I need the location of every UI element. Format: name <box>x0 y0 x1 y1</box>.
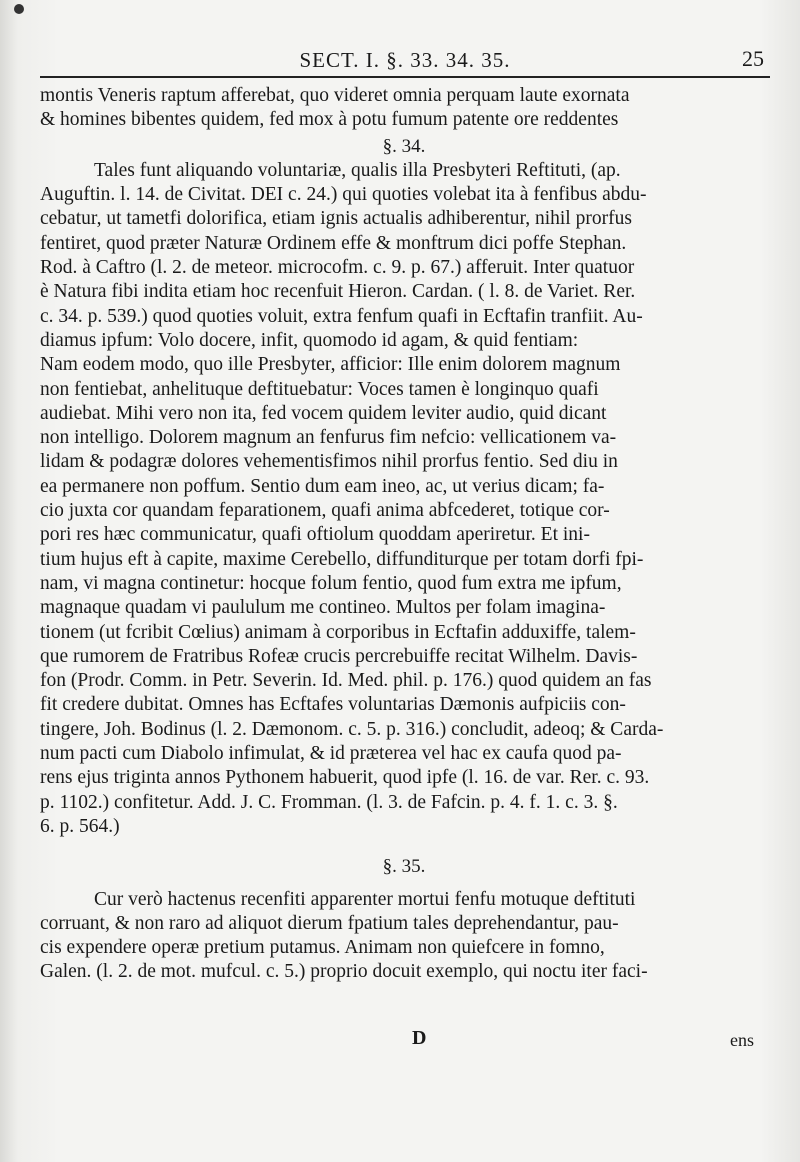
text-line: non fentiebat, anhelituque deftituebatur: Voces tamen è longinquo quafi <box>40 378 599 400</box>
text-line: Cur verò hactenus recenfiti apparenter mortui fenfu motuque deftituti <box>94 888 636 910</box>
text-line: ea permanere non poffum. Sentio dum eam ineo, ac, ut verius dicam; fa- <box>40 475 605 497</box>
text-line: fon (Prodr. Comm. in Petr. Severin. Id. Med. phil. p. 176.) quod quidem an fas <box>40 670 652 692</box>
text-line: Galen. (l. 2. de mot. mufcul. c. 5.) proprio docuit exemplo, qui noctu iter faci- <box>40 961 648 983</box>
text-line: Tales funt aliquando voluntariæ, qualis illa Presbyteri Reftituti, (ap. <box>94 159 621 181</box>
text-line: non intelligo. Dolorem magnum an fenfurus fim nefcio: vellicationem va- <box>40 427 617 449</box>
running-header <box>40 46 770 76</box>
text-line: cebatur, ut tametfi dolorifica, etiam ignis actualis adhiberentur, nihil prorfus <box>40 208 632 230</box>
text-line: pori res hæc communicatur, quafi oftiolum quoddam aperiretur. Et ini- <box>40 524 590 546</box>
text-line: audiebat. Mihi vero non ita, fed vocem quidem leviter audio, quid dicant <box>40 402 607 424</box>
text-line: cio juxta cor quandam feparationem, quafi anima abfcederet, totique cor- <box>40 500 610 522</box>
text-line: 6. p. 564.) <box>40 815 120 837</box>
text-line: Nam eodem modo, quo ille Presbyter, afficior: Ille enim dolorem magnum <box>40 354 621 376</box>
text-line: diamus ipfum: Volo docere, infit, quomodo id agam, & quid fentiam: <box>40 329 579 351</box>
text-line: tium hujus eft à capite, maxime Cerebello, diffunditurque per totam dorfi fpi- <box>40 548 644 570</box>
text-line: nam, vi magna continetur: hocque folum fentio, quod fum extra me ipfum, <box>40 572 622 594</box>
text-line: c. 34. p. 539.) quod quoties voluit, extra fenfum quafi in Ecftafin tranfiit. Au- <box>40 305 643 327</box>
section-title: SECT. I. §. 33. 34. 35. <box>299 48 511 72</box>
text-line: lidam & podagræ dolores vehementisfimos nihil prorfus fentio. Sed diu in <box>40 451 618 473</box>
body-text <box>40 84 768 985</box>
section-heading-34: §. 34. <box>382 135 426 157</box>
section-heading-35: §. 35. <box>382 856 426 878</box>
text-line: & homines bibentes quidem, fed mox à potu fumum patente ore reddentes <box>40 109 619 131</box>
text-line: è Natura fibi indita etiam hoc recenfuit Hieron. Cardan. ( l. 8. de Variet. Rer. <box>40 281 636 303</box>
page-number: 25 <box>742 46 764 71</box>
text-line: magnaque quadam vi paululum me contineo. Multos per folam imagina- <box>40 597 606 619</box>
text-line: Auguftin. l. 14. de Civitat. DEI c. 24.) qui quoties volebat ita à fenfibus abdu- <box>40 184 647 206</box>
text-line: cis expendere operæ pretium putamus. Animam non quiefcere in fomno, <box>40 937 605 959</box>
text-line: num pacti cum Diabolo infimulat, & id præterea vel hac ex caufa quod pa- <box>40 743 622 765</box>
catchword: ens <box>730 1030 754 1050</box>
text-line: tingere, Joh. Bodinus (l. 2. Dæmonom. c. 5. p. 316.) concludit, adeoq; & Carda- <box>40 718 664 740</box>
text-line: fit credere dubitat. Omnes has Ecftafes voluntarias Dæmonis aufpiciis con- <box>40 694 626 716</box>
text-line: Rod. à Caftro (l. 2. de meteor. microcofm. c. 9. p. 67.) afferuit. Inter quatuor <box>40 257 635 279</box>
text-line: que rumorem de Fratribus Rofeæ crucis percrebuiffe recitat Wilhelm. Davis- <box>40 645 638 667</box>
signature-mark: D <box>412 1027 427 1049</box>
spacer <box>40 880 768 888</box>
text-line: montis Veneris raptum afferebat, quo videret omnia perquam laute exornata <box>40 85 630 106</box>
text-line: tionem (ut fcribit Cœlius) animam à corporibus in Ecftafin adduxiffe, talem- <box>40 621 636 643</box>
header-rule <box>40 76 770 78</box>
ink-spot <box>14 4 24 14</box>
text-line: fentiret, quod præter Naturæ Ordinem effe & monftrum dici poffe Stephan. <box>40 232 627 254</box>
text-line: rens ejus triginta annos Pythonem habuerit, quod ipfe (l. 16. de var. Rer. c. 93. <box>40 767 650 789</box>
spacer <box>40 839 768 853</box>
text-line: corruant, & non raro ad aliquot dierum fpatium tales deprehendantur, pau- <box>40 912 619 934</box>
text-line: p. 1102.) confitetur. Add. J. C. Fromman. (l. 3. de Fafcin. p. 4. f. 1. c. 3. §. <box>40 791 618 813</box>
